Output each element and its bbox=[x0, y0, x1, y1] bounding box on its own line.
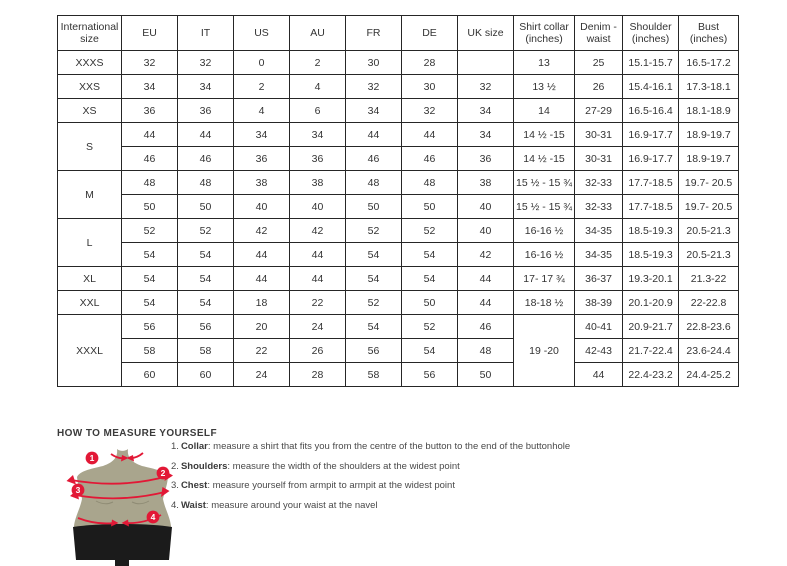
size-label-cell: M bbox=[58, 171, 122, 219]
table-cell: 54 bbox=[178, 267, 234, 291]
table-cell: 25 bbox=[575, 51, 623, 75]
column-header: FR bbox=[346, 16, 402, 51]
table-cell: 54 bbox=[122, 267, 178, 291]
measure-title: HOW TO MEASURE YOURSELF bbox=[57, 428, 217, 439]
svg-text:1: 1 bbox=[89, 453, 95, 463]
table-cell: 54 bbox=[122, 291, 178, 315]
instruction-number: 2. bbox=[171, 460, 179, 472]
table-cell: 46 bbox=[402, 147, 458, 171]
table-cell: 27-29 bbox=[575, 99, 623, 123]
table-cell: 18-18 ½ bbox=[514, 291, 575, 315]
table-cell: 40 bbox=[234, 195, 290, 219]
table-cell: 34 bbox=[178, 75, 234, 99]
table-cell: 34 bbox=[122, 75, 178, 99]
table-cell: 36 bbox=[122, 99, 178, 123]
table-cell: 22 bbox=[290, 291, 346, 315]
table-cell: 46 bbox=[122, 147, 178, 171]
mannequin-stand bbox=[115, 560, 129, 566]
table-cell: 48 bbox=[346, 171, 402, 195]
table-cell: 36 bbox=[234, 147, 290, 171]
table-cell: 56 bbox=[122, 315, 178, 339]
instruction-text: : measure a shirt that fits you from the centre of the button to the end of the buttonhole bbox=[207, 441, 571, 452]
table-cell: 54 bbox=[402, 339, 458, 363]
table-cell: 24.4-25.2 bbox=[679, 363, 739, 387]
table-row bbox=[58, 315, 739, 339]
table-cell: 17.7-18.5 bbox=[623, 195, 679, 219]
table-cell: 48 bbox=[402, 171, 458, 195]
column-header: Shirt collar (inches) bbox=[514, 16, 575, 51]
measure-instruction bbox=[171, 500, 671, 512]
table-cell: 19 -20 bbox=[514, 315, 575, 387]
table-cell: 54 bbox=[178, 291, 234, 315]
instruction-text: : measure around your waist at the navel bbox=[205, 499, 378, 511]
table-cell: 23.6-24.4 bbox=[679, 339, 739, 363]
table-cell: 52 bbox=[178, 219, 234, 243]
table-cell: 46 bbox=[458, 315, 514, 339]
table-cell: 0 bbox=[234, 51, 290, 75]
table-cell: 44 bbox=[402, 123, 458, 147]
table-cell: 58 bbox=[346, 363, 402, 387]
table-cell: 48 bbox=[122, 171, 178, 195]
table-cell: 20.1-20.9 bbox=[623, 291, 679, 315]
size-label-cell: XXL bbox=[58, 291, 122, 315]
table-cell: 15.4-16.1 bbox=[623, 75, 679, 99]
table-cell: 50 bbox=[402, 195, 458, 219]
table-cell: 60 bbox=[122, 363, 178, 387]
table-cell: 60 bbox=[178, 363, 234, 387]
table-cell: 18.9-19.7 bbox=[679, 123, 739, 147]
table-cell: 32-33 bbox=[575, 171, 623, 195]
size-table bbox=[57, 15, 739, 387]
table-cell: 13 ½ bbox=[514, 75, 575, 99]
measure-marker-4 bbox=[147, 511, 160, 524]
instruction-number: 1. bbox=[171, 441, 179, 452]
table-cell: 18.9-19.7 bbox=[679, 147, 739, 171]
table-cell: 15 ½ - 15 ¾ bbox=[514, 195, 575, 219]
table-cell: 46 bbox=[346, 147, 402, 171]
table-cell: 44 bbox=[458, 291, 514, 315]
table-cell: 50 bbox=[122, 195, 178, 219]
table-cell: 42-43 bbox=[575, 339, 623, 363]
table-cell: 13 bbox=[514, 51, 575, 75]
table-cell: 30-31 bbox=[575, 123, 623, 147]
table-cell: 28 bbox=[402, 51, 458, 75]
table-cell: 50 bbox=[346, 195, 402, 219]
table-cell: 24 bbox=[290, 315, 346, 339]
instruction-number: 3. bbox=[171, 480, 179, 491]
table-cell: 52 bbox=[402, 219, 458, 243]
table-cell bbox=[458, 51, 514, 75]
table-cell: 54 bbox=[402, 243, 458, 267]
table-cell: 50 bbox=[458, 363, 514, 387]
table-cell: 44 bbox=[234, 267, 290, 291]
table-row bbox=[58, 123, 739, 147]
header-row bbox=[58, 16, 739, 51]
table-cell: 52 bbox=[402, 315, 458, 339]
table-cell: 26 bbox=[290, 339, 346, 363]
table-cell: 52 bbox=[346, 219, 402, 243]
table-cell: 44 bbox=[346, 123, 402, 147]
table-cell: 34 bbox=[458, 123, 514, 147]
table-row bbox=[58, 243, 739, 267]
table-cell: 40 bbox=[290, 195, 346, 219]
table-cell: 38 bbox=[290, 171, 346, 195]
column-header: International size bbox=[58, 16, 122, 51]
column-header: DE bbox=[402, 16, 458, 51]
table-cell: 52 bbox=[346, 291, 402, 315]
table-row bbox=[58, 339, 739, 363]
table-row bbox=[58, 267, 739, 291]
size-label-cell: XXS bbox=[58, 75, 122, 99]
column-header: US bbox=[234, 16, 290, 51]
table-cell: 56 bbox=[178, 315, 234, 339]
measure-instruction bbox=[171, 480, 671, 492]
column-header: AU bbox=[290, 16, 346, 51]
table-cell: 32-33 bbox=[575, 195, 623, 219]
table-cell: 46 bbox=[178, 147, 234, 171]
table-cell: 34 bbox=[346, 99, 402, 123]
table-cell: 17- 17 ¾ bbox=[514, 267, 575, 291]
table-cell: 36 bbox=[458, 147, 514, 171]
table-cell: 44 bbox=[458, 267, 514, 291]
measure-instruction bbox=[171, 461, 671, 473]
table-cell: 58 bbox=[178, 339, 234, 363]
table-cell: 21.7-22.4 bbox=[623, 339, 679, 363]
table-cell: 20.9-21.7 bbox=[623, 315, 679, 339]
table-cell: 54 bbox=[346, 243, 402, 267]
size-label-cell: XXXS bbox=[58, 51, 122, 75]
table-cell: 16-16 ½ bbox=[514, 219, 575, 243]
table-cell: 48 bbox=[178, 171, 234, 195]
table-cell: 44 bbox=[290, 243, 346, 267]
table-cell: 50 bbox=[178, 195, 234, 219]
table-cell: 40 bbox=[458, 195, 514, 219]
table-cell: 22.8-23.6 bbox=[679, 315, 739, 339]
table-cell: 22-22.8 bbox=[679, 291, 739, 315]
table-cell: 32 bbox=[122, 51, 178, 75]
table-cell: 32 bbox=[458, 75, 514, 99]
svg-text:4: 4 bbox=[150, 512, 156, 522]
svg-text:3: 3 bbox=[75, 485, 81, 495]
instruction-term: Collar bbox=[180, 441, 208, 452]
table-cell: 58 bbox=[122, 339, 178, 363]
measure-marker-3 bbox=[72, 484, 85, 497]
table-row bbox=[58, 51, 739, 75]
instruction-term: Chest bbox=[180, 480, 208, 491]
column-header: EU bbox=[122, 16, 178, 51]
table-cell: 21.3-22 bbox=[679, 267, 739, 291]
table-cell: 48 bbox=[458, 339, 514, 363]
column-header: Denim - waist bbox=[575, 16, 623, 51]
table-cell: 38-39 bbox=[575, 291, 623, 315]
table-cell: 20.5-21.3 bbox=[679, 243, 739, 267]
table-cell: 19.7- 20.5 bbox=[679, 171, 739, 195]
table-cell: 34 bbox=[234, 123, 290, 147]
table-cell: 44 bbox=[290, 267, 346, 291]
table-cell: 42 bbox=[290, 219, 346, 243]
measure-marker-1 bbox=[86, 452, 99, 465]
measure-instruction bbox=[171, 441, 671, 453]
table-cell: 22.4-23.2 bbox=[623, 363, 679, 387]
table-cell: 15 ½ - 15 ¾ bbox=[514, 171, 575, 195]
size-label-cell: L bbox=[58, 219, 122, 267]
table-cell: 38 bbox=[234, 171, 290, 195]
table-cell: 32 bbox=[346, 75, 402, 99]
table-row bbox=[58, 363, 739, 387]
table-cell: 14 bbox=[514, 99, 575, 123]
table-cell: 22 bbox=[234, 339, 290, 363]
table-cell: 16-16 ½ bbox=[514, 243, 575, 267]
table-cell: 44 bbox=[122, 123, 178, 147]
table-cell: 34 bbox=[290, 123, 346, 147]
table-cell: 54 bbox=[178, 243, 234, 267]
size-label-cell: S bbox=[58, 123, 122, 171]
table-cell: 4 bbox=[290, 75, 346, 99]
table-cell: 6 bbox=[290, 99, 346, 123]
table-cell: 34-35 bbox=[575, 243, 623, 267]
table-cell: 2 bbox=[234, 75, 290, 99]
table-cell: 26 bbox=[575, 75, 623, 99]
instruction-term: Waist bbox=[180, 499, 206, 511]
instruction-text: : measure yourself from armpit to armpit at the widest point bbox=[207, 480, 455, 491]
table-cell: 56 bbox=[402, 363, 458, 387]
table-cell: 34-35 bbox=[575, 219, 623, 243]
mannequin-shorts bbox=[73, 524, 172, 560]
instruction-term: Shoulders bbox=[180, 460, 228, 472]
table-cell: 19.3-20.1 bbox=[623, 267, 679, 291]
table-cell: 20 bbox=[234, 315, 290, 339]
table-cell: 42 bbox=[234, 219, 290, 243]
table-cell: 44 bbox=[178, 123, 234, 147]
measure-marker-2 bbox=[157, 467, 170, 480]
table-cell: 18.5-19.3 bbox=[623, 243, 679, 267]
table-cell: 36-37 bbox=[575, 267, 623, 291]
table-cell: 32 bbox=[402, 99, 458, 123]
table-cell: 30-31 bbox=[575, 147, 623, 171]
svg-text:2: 2 bbox=[160, 468, 166, 478]
mannequin-figure bbox=[58, 446, 180, 566]
column-header: UK size bbox=[458, 16, 514, 51]
column-header: Shoulder (inches) bbox=[623, 16, 679, 51]
table-cell: 18.1-18.9 bbox=[679, 99, 739, 123]
instruction-number: 4. bbox=[171, 499, 179, 511]
table-cell: 54 bbox=[346, 315, 402, 339]
table-cell: 54 bbox=[122, 243, 178, 267]
table-cell: 17.7-18.5 bbox=[623, 171, 679, 195]
column-header: Bust (inches) bbox=[679, 16, 739, 51]
table-cell: 42 bbox=[458, 243, 514, 267]
table-cell: 4 bbox=[234, 99, 290, 123]
table-row bbox=[58, 171, 739, 195]
size-label-cell: XXXL bbox=[58, 315, 122, 387]
table-row bbox=[58, 195, 739, 219]
table-cell: 44 bbox=[575, 363, 623, 387]
table-cell: 14 ½ -15 bbox=[514, 147, 575, 171]
instruction-text: : measure the width of the shoulders at the widest point bbox=[227, 460, 460, 472]
table-cell: 24 bbox=[234, 363, 290, 387]
table-cell: 54 bbox=[346, 267, 402, 291]
table-cell: 30 bbox=[402, 75, 458, 99]
table-row bbox=[58, 75, 739, 99]
measure-list bbox=[171, 441, 671, 519]
table-cell: 17.3-18.1 bbox=[679, 75, 739, 99]
table-cell: 15.1-15.7 bbox=[623, 51, 679, 75]
table-cell: 16.5-16.4 bbox=[623, 99, 679, 123]
table-cell: 18 bbox=[234, 291, 290, 315]
table-cell: 16.5-17.2 bbox=[679, 51, 739, 75]
table-cell: 14 ½ -15 bbox=[514, 123, 575, 147]
table-cell: 19.7- 20.5 bbox=[679, 195, 739, 219]
table-row bbox=[58, 291, 739, 315]
table-row bbox=[58, 147, 739, 171]
table-cell: 52 bbox=[122, 219, 178, 243]
table-cell: 30 bbox=[346, 51, 402, 75]
table-cell: 56 bbox=[346, 339, 402, 363]
table-cell: 38 bbox=[458, 171, 514, 195]
size-label-cell: XL bbox=[58, 267, 122, 291]
table-cell: 28 bbox=[290, 363, 346, 387]
table-cell: 20.5-21.3 bbox=[679, 219, 739, 243]
table-row bbox=[58, 219, 739, 243]
table-cell: 32 bbox=[178, 51, 234, 75]
table-cell: 16.9-17.7 bbox=[623, 147, 679, 171]
table-cell: 54 bbox=[402, 267, 458, 291]
table-cell: 44 bbox=[234, 243, 290, 267]
table-cell: 36 bbox=[178, 99, 234, 123]
size-label-cell: XS bbox=[58, 99, 122, 123]
table-cell: 18.5-19.3 bbox=[623, 219, 679, 243]
table-cell: 2 bbox=[290, 51, 346, 75]
table-row bbox=[58, 99, 739, 123]
table-cell: 36 bbox=[290, 147, 346, 171]
table-cell: 40 bbox=[458, 219, 514, 243]
table-cell: 34 bbox=[458, 99, 514, 123]
table-cell: 16.9-17.7 bbox=[623, 123, 679, 147]
table-cell: 50 bbox=[402, 291, 458, 315]
column-header: IT bbox=[178, 16, 234, 51]
table-cell: 40-41 bbox=[575, 315, 623, 339]
